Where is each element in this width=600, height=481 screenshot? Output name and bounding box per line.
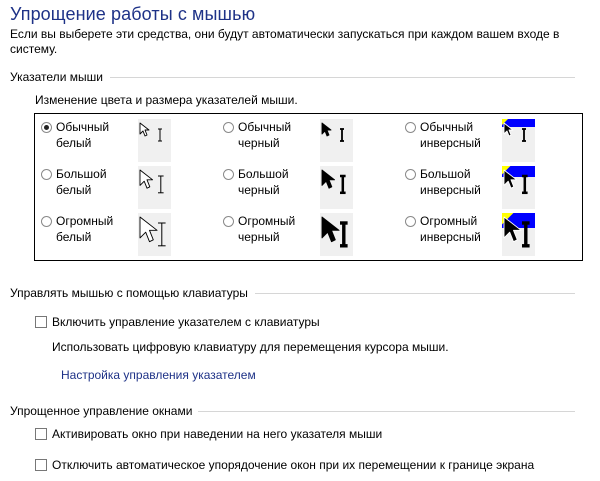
pointer-option-label: Обычный инверсный — [420, 120, 481, 150]
text-cursor-icon — [158, 176, 164, 193]
pointer-option-regular-black[interactable] — [223, 119, 403, 163]
hover-activate-checkbox[interactable] — [35, 428, 47, 440]
hover-activate-checkbox-label[interactable]: Активировать окно при наведении на него указателя мыши — [52, 427, 383, 441]
radio-button[interactable] — [41, 169, 52, 180]
text-cursor-icon — [340, 129, 344, 141]
pointer-option-large-white[interactable] — [41, 166, 221, 210]
radio-button[interactable] — [405, 169, 416, 180]
pointer-preview-icon — [138, 119, 171, 162]
pointers-subtitle: Изменение цвета и размера указателей мыши. — [35, 93, 298, 107]
text-cursor-icon — [340, 223, 348, 246]
arrow-cursor-icon — [322, 170, 335, 188]
pointer-preview-icon — [138, 166, 171, 209]
pointer-option-label: Огромный инверсный — [420, 214, 481, 244]
pointer-option-large-inverted[interactable] — [405, 166, 585, 210]
pointer-option-regular-white[interactable] — [41, 119, 221, 163]
text-cursor-icon — [340, 176, 346, 193]
pointer-option-extra-large-black[interactable] — [223, 213, 403, 257]
disable-snap-checkbox[interactable] — [35, 459, 47, 471]
radio-button[interactable] — [223, 216, 234, 227]
pointer-preview-icon — [502, 119, 535, 162]
pointer-option-large-black[interactable] — [223, 166, 403, 210]
disable-snap-checkbox-label[interactable]: Отключить автоматическое упорядочение окон при их перемещении к границе экрана — [52, 458, 535, 472]
arrow-cursor-icon — [140, 123, 149, 136]
page-title: Упрощение работы с мышью — [10, 4, 256, 24]
pointer-preview-icon — [502, 166, 535, 209]
pointer-preview-icon — [138, 213, 171, 256]
pointer-option-label: Большой инверсный — [420, 167, 481, 197]
section-divider — [110, 77, 575, 78]
arrow-cursor-icon — [322, 217, 339, 242]
pointer-preview-icon — [320, 119, 353, 162]
pointer-option-extra-large-inverted[interactable] — [405, 213, 585, 257]
radio-button[interactable] — [41, 216, 52, 227]
pointer-option-label: Большой черный — [238, 167, 289, 197]
section-title-windows: Упрощенное управление окнами — [10, 404, 193, 418]
radio-button[interactable] — [223, 122, 234, 133]
pointer-preview-icon — [502, 213, 535, 256]
pointer-preview-icon — [320, 166, 353, 209]
text-cursor-icon — [158, 129, 162, 141]
pointer-scheme-group — [34, 113, 583, 261]
arrow-cursor-icon — [322, 123, 331, 136]
radio-button[interactable] — [405, 122, 416, 133]
pointer-option-label: Большой белый — [56, 167, 107, 197]
section-divider — [255, 293, 575, 294]
pointer-option-regular-inverted[interactable] — [405, 119, 585, 163]
pointer-option-label: Обычный черный — [238, 120, 292, 150]
setup-mouse-keys-link[interactable]: Настройка управления указателем — [61, 368, 256, 382]
mouse-keys-hint: Использовать цифровую клавиатуру для перемещения курсора мыши. — [52, 340, 449, 354]
section-title-pointers: Указатели мыши — [10, 70, 103, 84]
radio-button[interactable] — [223, 169, 234, 180]
mouse-keys-checkbox-label[interactable]: Включить управление указателем с клавиатуры — [52, 315, 320, 329]
section-title-keyboard: Управлять мышью с помощью клавиатуры — [10, 286, 248, 300]
pointer-option-label: Огромный белый — [56, 214, 114, 244]
pointer-preview-icon — [320, 213, 353, 256]
pointer-option-label: Обычный белый — [56, 120, 110, 150]
mouse-keys-checkbox[interactable] — [35, 316, 47, 328]
pointer-option-extra-large-white[interactable] — [41, 213, 221, 257]
section-divider — [198, 411, 575, 412]
text-cursor-icon — [522, 129, 526, 141]
arrow-cursor-icon — [140, 217, 157, 242]
arrow-cursor-icon — [140, 170, 153, 188]
page-description: Если вы выберете эти средства, они будут автоматически запускаться при каждом вашем входе в систему. — [10, 27, 560, 56]
text-cursor-icon — [158, 223, 166, 246]
text-cursor-icon — [522, 176, 528, 193]
pointer-option-label: Огромный черный — [238, 214, 296, 244]
radio-button[interactable] — [405, 216, 416, 227]
radio-button[interactable] — [41, 122, 52, 133]
